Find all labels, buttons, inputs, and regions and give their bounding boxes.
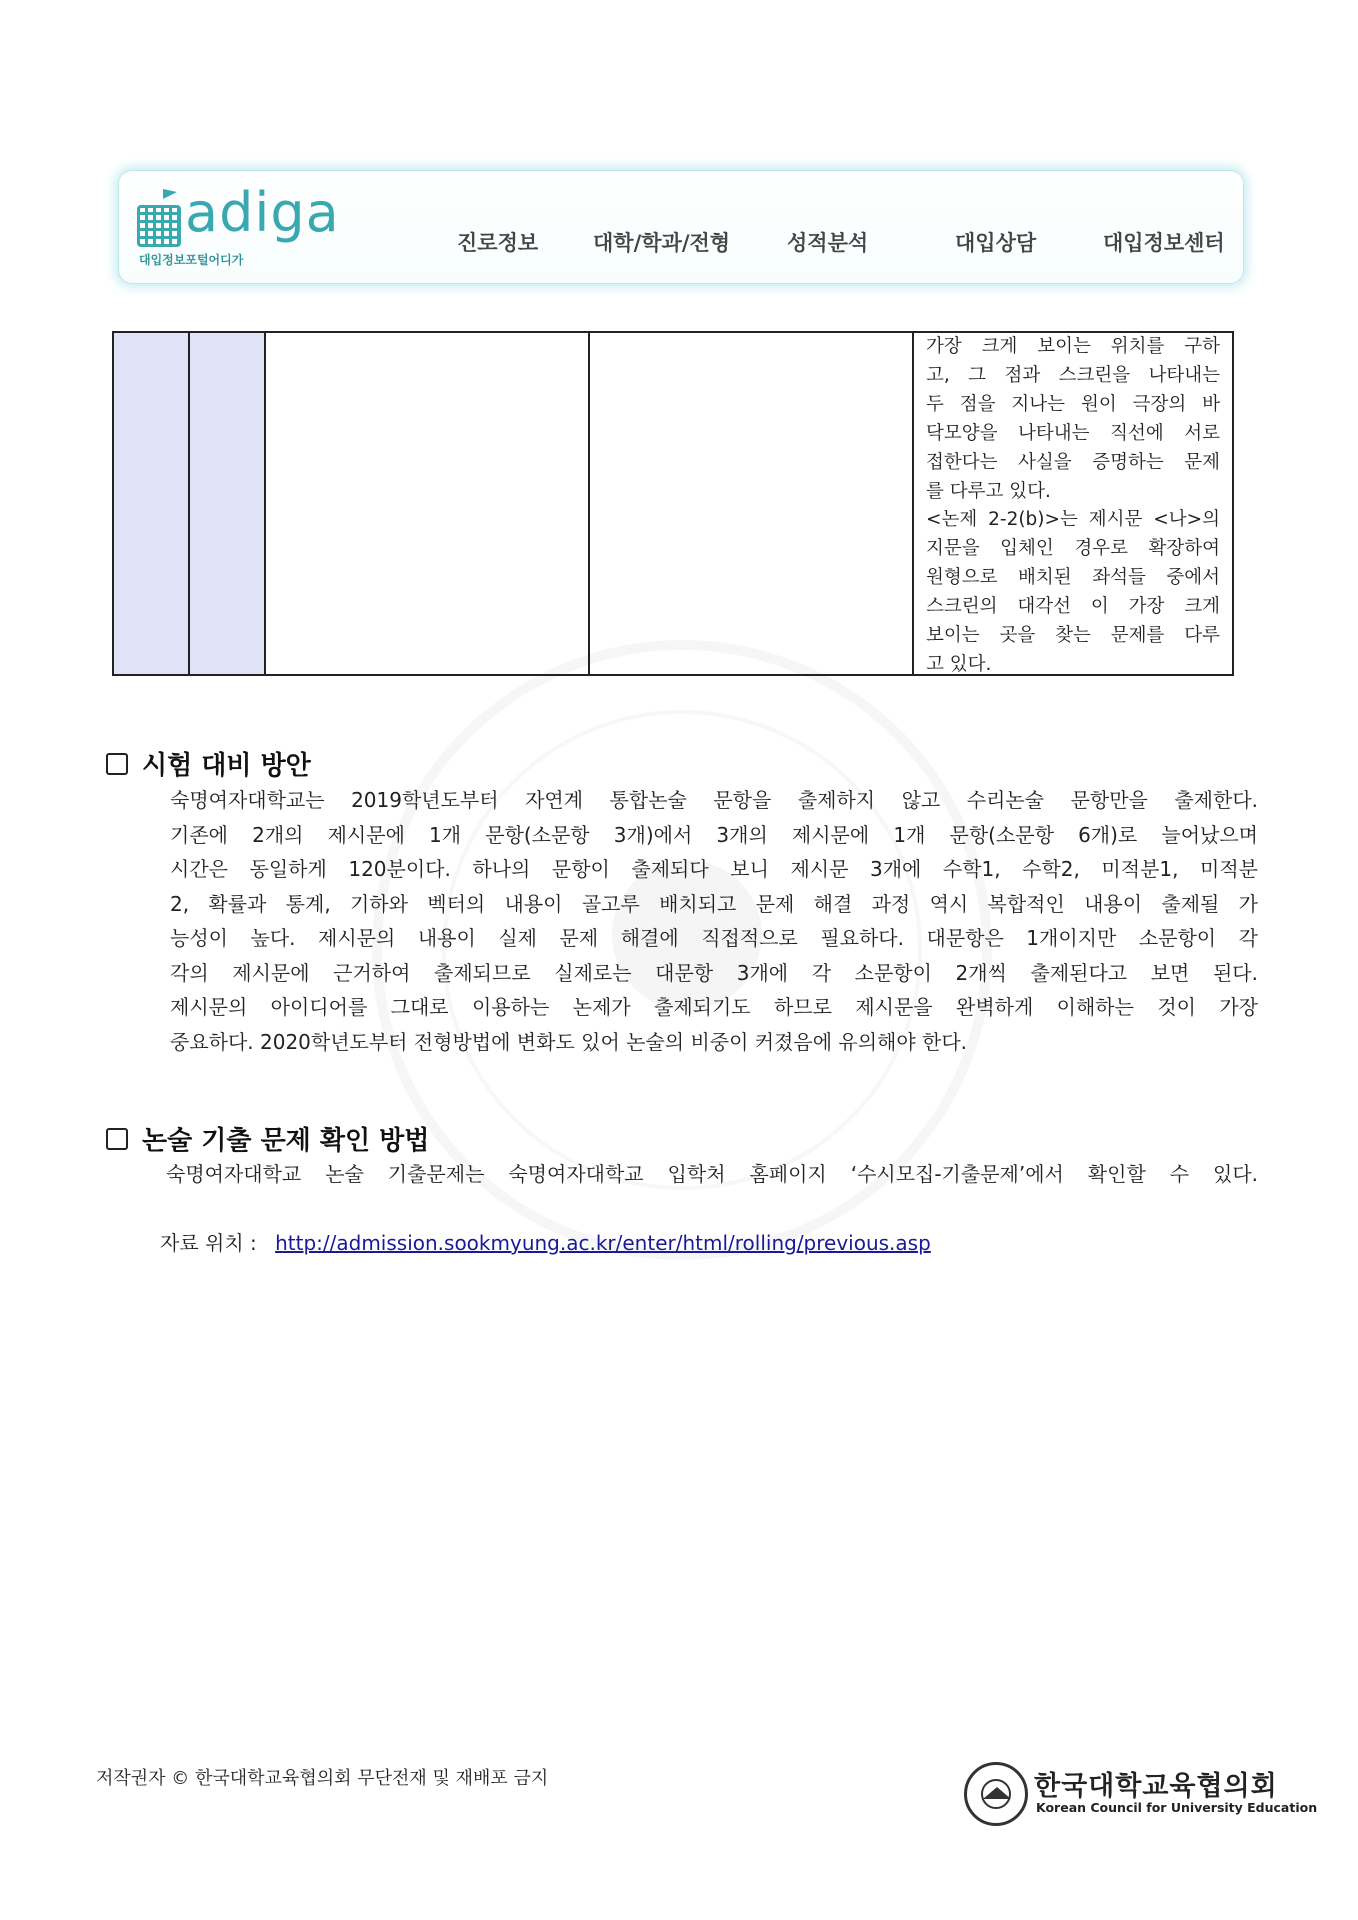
source-location	[160, 1227, 931, 1256]
source-link[interactable]: http://admission.sookmyung.ac.kr/enter/html/rolling/previous.asp	[275, 1231, 931, 1255]
adiga-logo[interactable]	[133, 181, 363, 267]
nav-item-counseling[interactable]: 대입상담	[955, 231, 1037, 255]
nav-item-score-analysis[interactable]: 성적분석	[787, 231, 869, 255]
paragraph-line: 능성이 높다. 제시문의 내용이 실제 문제 해결에 직접적으로 필요하다. 대문항은 1개이지만 소문항이 각	[170, 926, 1258, 950]
kcue-logo	[964, 1762, 1318, 1832]
cell-line: 접한다는 사실을 증명하는 문제	[926, 451, 1220, 473]
cell-line: 스크린의 대각선 이 가장 크게	[926, 596, 1220, 618]
flag-icon	[163, 189, 177, 199]
table-cell	[590, 333, 914, 674]
paragraph-line: 중요하다. 2020학년도부터 전형방법에 변화도 있어 논술의 비중이 커졌음에 유의해야 한다.	[170, 1029, 968, 1054]
kcue-seal-icon	[964, 1762, 1028, 1826]
exam-prep-paragraph	[170, 783, 1258, 1059]
cell-line: 가장 크게 보이는 위치를 구하	[926, 336, 1220, 357]
org-name-korean: 한국대학교육협의회	[1034, 1771, 1278, 1802]
logo-subtitle: 대입정보포털어디가	[139, 253, 244, 267]
paragraph-line: 시간은 동일하게 120분이다. 하나의 문항이 출제되다 보니 제시문 3개에 수학1, 수학2, 미적분1, 미적분	[170, 857, 1258, 881]
checkbox-icon	[106, 753, 128, 775]
paragraph-line: 기존에 2개의 제시문에 1개 문항(소문항 3개)에서 3개의 제시문에 1개 문항(소문항 6개)로 늘어났으며	[170, 822, 1258, 847]
cell-line: 닥모양을 나타내는 직선에 서로	[926, 422, 1220, 444]
section-title-exam-prep: 시험 대비 방안	[106, 745, 311, 782]
paragraph-line: 2, 확률과 통계, 기하와 벡터의 내용이 골고루 배치되고 문제 해결 과정 역시 복합적인 내용이 출제될 가	[170, 891, 1258, 916]
paragraph-line: 숙명여자대학교 논술 기출문제는 숙명여자대학교 입학처 홈페이지 ‘수시모집-기출문제’에서 확인할 수 있다.	[166, 1162, 1258, 1186]
cell-line: 보이는 곳을 찾는 문제를 다루	[926, 625, 1220, 647]
content-table	[112, 331, 1234, 676]
logo-text: adiga	[185, 181, 340, 244]
table-cell	[190, 333, 266, 674]
table-cell	[114, 333, 190, 674]
paragraph-line: 제시문의 아이디어를 그대로 이용하는 논제가 출제되기도 하므로 제시문을 완벽하게 이해하는 것이 가장	[170, 995, 1258, 1019]
section-title-past-exams: 논술 기출 문제 확인 방법	[106, 1120, 429, 1157]
building-icon	[137, 205, 181, 247]
cell-line: 원형으로 배치된 좌석들 중에서	[926, 567, 1220, 589]
cell-line: 고 있다.	[926, 653, 992, 675]
table-cell-description	[914, 333, 1232, 674]
header-banner	[118, 170, 1244, 284]
cell-line: 를 다루고 있다.	[926, 480, 1051, 502]
paragraph-line: 숙명여자대학교는 2019학년도부터 자연계 통합논술 문항을 출제하지 않고 수리논술 문항만을 출제한다.	[170, 788, 1258, 812]
source-label: 자료 위치 :	[160, 1231, 257, 1255]
nav-item-career[interactable]: 진로정보	[457, 231, 539, 255]
table-cell	[266, 333, 590, 674]
cell-line: 지문을 입체인 경우로 확장하여	[926, 538, 1220, 560]
cell-line: 두 점을 지나는 원이 극장의 바	[926, 393, 1220, 415]
past-exams-paragraph	[166, 1157, 1258, 1192]
nav-item-info-center[interactable]: 대입정보센터	[1103, 231, 1225, 255]
nav-item-university[interactable]: 대학/학과/전형	[593, 231, 731, 255]
checkbox-icon	[106, 1128, 128, 1150]
cell-line: <논제 2-2(b)>는 제시문 <나>의	[926, 509, 1220, 531]
cell-line: 고, 그 점과 스크린을 나타내는	[926, 364, 1220, 386]
copyright-notice: 저작권자 © 한국대학교육협의회 무단전재 및 재배포 금지	[96, 1768, 549, 1789]
paragraph-line: 각의 제시문에 근거하여 출제되므로 실제로는 대문항 3개에 각 소문항이 2개씩 출제된다고 보면 된다.	[170, 960, 1258, 985]
org-name-english: Korean Council for University Education	[1036, 1800, 1318, 1815]
